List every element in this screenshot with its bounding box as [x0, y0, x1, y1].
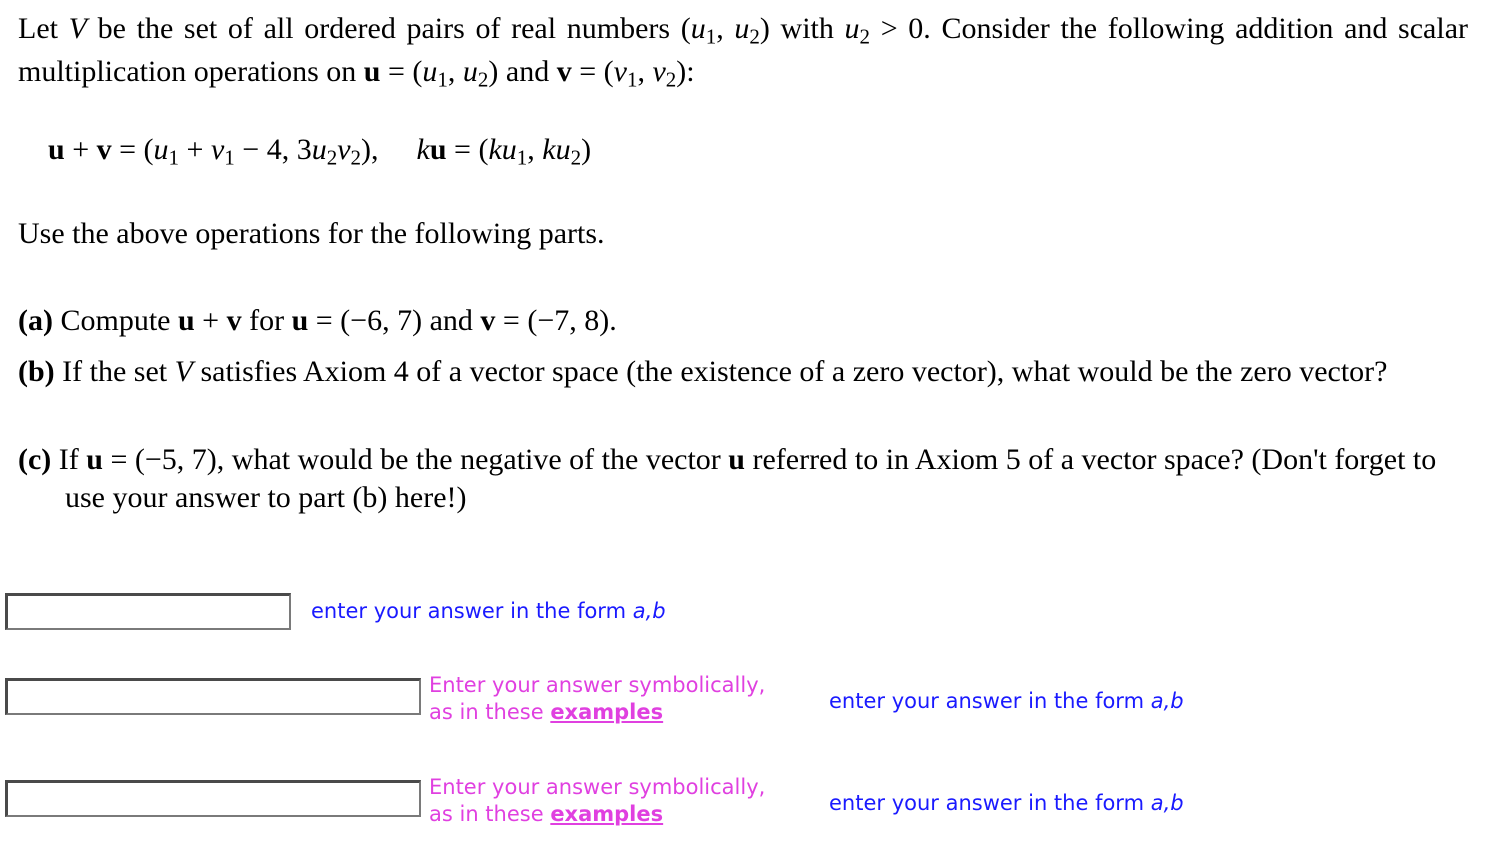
part-b-question: (b) If the set V satisfies Axiom 4 of a vector space (the existence of a zero vector), what would be the zero vector?	[18, 355, 1388, 388]
answer-c-input[interactable]	[5, 780, 421, 817]
answer-b-hint: enter your answer in the form a,b	[829, 689, 1184, 713]
instructions-text: Use the above operations for the following parts.	[18, 217, 605, 250]
answer-a-hint: enter your answer in the form a,b	[311, 599, 666, 623]
answer-b-input[interactable]	[5, 678, 421, 715]
answer-c-examples-link[interactable]: examples	[550, 802, 664, 826]
part-c-question: (c) If u = (−5, 7), what would be the negative of the vector u referred to in Axiom 5 of a vector space? (Don't forget to use your answer to part (b) here!)	[18, 443, 1437, 514]
answer-b-symbolic-help: Enter your answer symbolically, as in these examples	[429, 673, 766, 724]
answer-b-examples-link[interactable]: examples	[550, 700, 664, 724]
problem-intro: Let V be the set of all ordered pairs of real numbers ($u_1$, $u_2$) with $u_2 > 0$. Consider the following addition and scalar multiplication operations on $u = (u_1$, $u_2$) and $v = (v_1$, $v_2$):	[18, 12, 1468, 92]
operations-formula: $u + v = (u_1 + v_1 - 4$, $3u_2v_2$), ku = ($ku_1$, $ku_2$)	[48, 133, 592, 170]
part-a-question: (a) Compute u + v for u = (−6, 7) and v = (−7, 8).	[18, 304, 617, 337]
answer-c-hint: enter your answer in the form a,b	[829, 791, 1184, 815]
answer-a-input[interactable]	[5, 593, 291, 630]
answer-c-symbolic-help: Enter your answer symbolically, as in these examples	[429, 775, 766, 826]
